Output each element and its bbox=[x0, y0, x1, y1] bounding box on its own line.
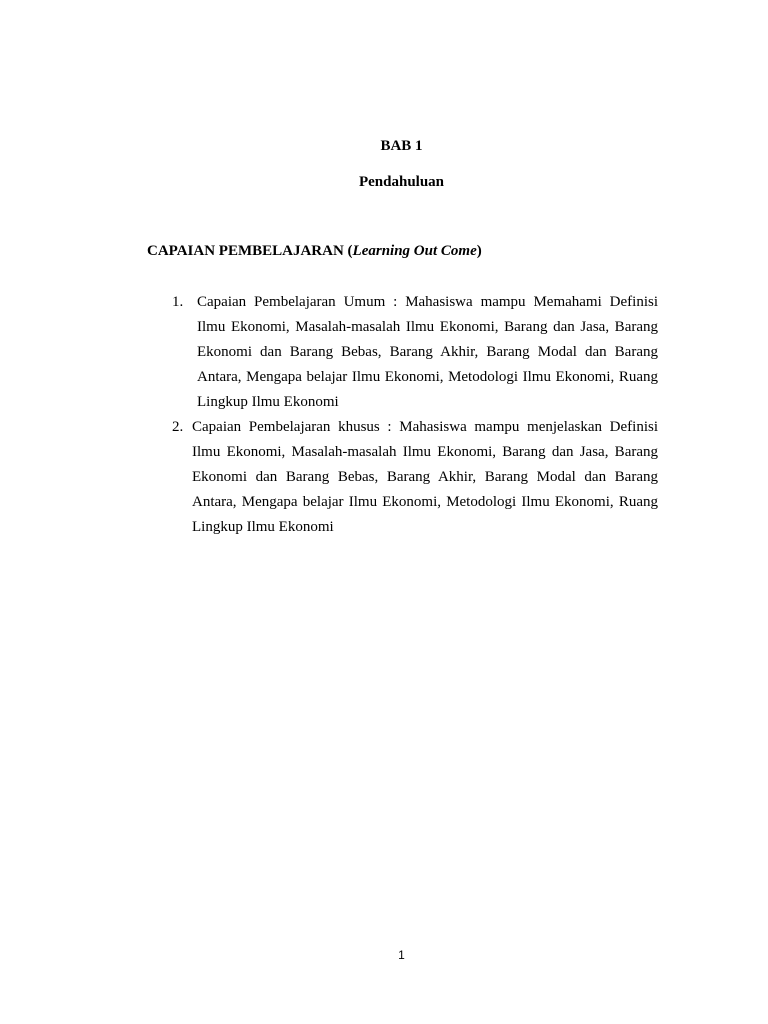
chapter-title: BAB 1 bbox=[380, 138, 423, 154]
section-heading-italic: Learning Out Come bbox=[352, 243, 477, 259]
section-heading-prefix: CAPAIAN PEMBELAJARAN ( bbox=[147, 243, 353, 259]
section-heading-suffix: ) bbox=[476, 243, 482, 259]
list-item-number: 1. bbox=[172, 294, 184, 310]
list-item bbox=[170, 415, 658, 540]
list-item-text: Capaian Pembelajaran khusus : Mahasiswa mampu menjelaskan Definisi Ilmu Ekonomi, Masalah-masalah Ilmu Ekonomi, Barang dan Jasa, Barang Ekonomi dan Barang Bebas, Barang Akhir, Barang Modal dan Barang Antara, Mengapa belajar Ilmu Ekonomi, Metodologi Ilmu Ekonomi, Ruang Lingkup Ilmu Ekonomi bbox=[192, 419, 658, 535]
page-number: 1 bbox=[398, 948, 405, 962]
list-item-text: Capaian Pembelajaran Umum : Mahasiswa mampu Memahami Definisi Ilmu Ekonomi, Masalah-masalah Ilmu Ekonomi, Barang dan Jasa, Barang Ekonomi dan Barang Bebas, Barang Akhir, Barang Modal dan Barang Antara, Mengapa belajar Ilmu Ekonomi, Metodologi Ilmu Ekonomi, Ruang Lingkup Ilmu Ekonomi bbox=[197, 294, 658, 410]
list-item-number: 2. bbox=[172, 419, 184, 435]
section-heading bbox=[147, 242, 482, 260]
chapter-subtitle: Pendahuluan bbox=[358, 174, 445, 190]
list-item bbox=[170, 290, 658, 415]
